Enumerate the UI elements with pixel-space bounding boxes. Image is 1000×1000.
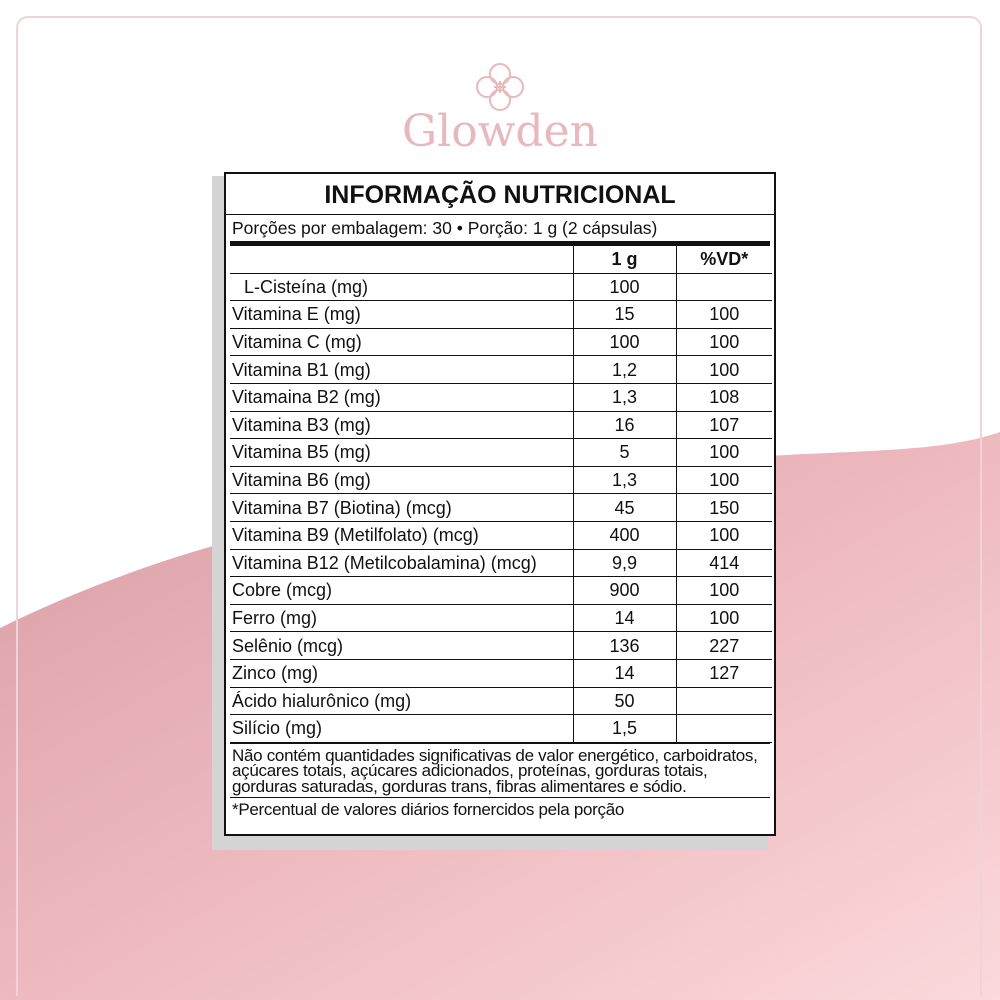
- nutrient-name-cell: Vitamina E (mg): [230, 301, 573, 329]
- nutrient-vd-cell: 108: [676, 383, 772, 411]
- disclaimer-note: [230, 743, 770, 799]
- nutrient-amount-cell: 14: [573, 659, 676, 687]
- nutrient-name-cell: Ácido hialurônico (mg): [230, 687, 573, 715]
- nutrient-amount-cell: 15: [573, 301, 676, 329]
- nutrient-amount-cell: 14: [573, 604, 676, 632]
- nutrient-name-cell: Vitamina B12 (Metilcobalamina) (mcg): [230, 549, 573, 577]
- table-row: [230, 659, 772, 687]
- nutrient-name-cell: Vitamaina B2 (mg): [230, 383, 573, 411]
- nutrient-name-cell: Cobre (mcg): [230, 577, 573, 605]
- table-row: [230, 632, 772, 660]
- nutrient-name-cell: Selênio (mcg): [230, 632, 573, 660]
- nutrient-vd-cell: 100: [676, 466, 772, 494]
- nutrient-amount-cell: 16: [573, 411, 676, 439]
- nutrient-vd-cell: 100: [676, 604, 772, 632]
- nutrient-amount-cell: 100: [573, 273, 676, 301]
- nutrient-name-cell: Vitamina B5 (mg): [230, 439, 573, 467]
- table-row: [230, 328, 772, 356]
- nutrient-amount-cell: 1,3: [573, 466, 676, 494]
- nutrient-vd-cell: 100: [676, 328, 772, 356]
- table-row: [230, 687, 772, 715]
- table-row: [230, 577, 772, 605]
- nutrient-amount-cell: 1,5: [573, 715, 676, 743]
- table-row: [230, 383, 772, 411]
- header-vd-cell: %VD*: [676, 246, 772, 273]
- nutrient-amount-cell: 5: [573, 439, 676, 467]
- nutrient-name-cell: Vitamina B3 (mg): [230, 411, 573, 439]
- nutrient-vd-cell: [676, 715, 772, 743]
- nutrient-amount-cell: 136: [573, 632, 676, 660]
- nutrient-vd-cell: 414: [676, 549, 772, 577]
- table-row: [230, 273, 772, 301]
- table-row: [230, 715, 772, 743]
- nutrient-vd-cell: 227: [676, 632, 772, 660]
- nutrient-name-cell: Zinco (mg): [230, 659, 573, 687]
- header-amount-cell: 1 g: [573, 246, 676, 273]
- nutrient-vd-cell: 100: [676, 356, 772, 384]
- nutrient-vd-cell: [676, 687, 772, 715]
- nutrient-amount-cell: 1,3: [573, 383, 676, 411]
- label-title: INFORMAÇÃO NUTRICIONAL: [226, 174, 774, 215]
- table-row: [230, 521, 772, 549]
- nutrient-vd-cell: 100: [676, 439, 772, 467]
- table-row: [230, 301, 772, 329]
- nutrient-name-cell: Vitamina B7 (Biotina) (mcg): [230, 494, 573, 522]
- table-row: [230, 411, 772, 439]
- nutrition-table: [230, 246, 772, 743]
- table-row: [230, 439, 772, 467]
- nutrient-name-cell: Vitamina C (mg): [230, 328, 573, 356]
- nutrient-amount-cell: 1,2: [573, 356, 676, 384]
- nutrient-name-cell: Ferro (mg): [230, 604, 573, 632]
- nutrient-name-cell: Vitamina B6 (mg): [230, 466, 573, 494]
- cross-flower-logo-icon: [472, 62, 528, 112]
- nutrient-amount-cell: 900: [573, 577, 676, 605]
- nutrient-vd-cell: [676, 273, 772, 301]
- footnote: *Percentual de valores diários fornercidos pela porção: [232, 800, 625, 820]
- brand-name: Glowden: [402, 106, 598, 157]
- nutrient-vd-cell: 100: [676, 577, 772, 605]
- nutrient-vd-cell: 100: [676, 301, 772, 329]
- table-row: [230, 494, 772, 522]
- nutrient-name-cell: Vitamina B1 (mg): [230, 356, 573, 384]
- table-row: [230, 356, 772, 384]
- nutrient-amount-cell: 50: [573, 687, 676, 715]
- nutrient-name-cell: Silício (mg): [230, 715, 573, 743]
- disclaimer-line: Não contém quantidades significativas de valor energético, carboidratos,: [232, 745, 758, 765]
- nutrient-vd-cell: 127: [676, 659, 772, 687]
- brand-logo: [390, 62, 610, 162]
- nutrient-name-cell: L-Cisteína (mg): [230, 273, 573, 301]
- nutrient-amount-cell: 45: [573, 494, 676, 522]
- disclaimer-line: açúcares totais, açúcares adicionados, proteínas, gorduras totais,: [232, 761, 708, 781]
- nutrient-vd-cell: 107: [676, 411, 772, 439]
- nutrient-name-cell: Vitamina B9 (Metilfolato) (mcg): [230, 521, 573, 549]
- disclaimer-line: gorduras saturadas, gorduras trans, fibras alimentares e sódio.: [232, 776, 687, 796]
- nutrient-amount-cell: 400: [573, 521, 676, 549]
- nutrient-amount-cell: 100: [573, 328, 676, 356]
- nutrition-facts-label: [224, 172, 776, 836]
- table-row: [230, 549, 772, 577]
- table-header-row: [230, 246, 772, 273]
- portions-info: Porções por embalagem: 30 • Porção: 1 g (2 cápsulas): [230, 215, 770, 246]
- nutrient-vd-cell: 100: [676, 521, 772, 549]
- nutrient-amount-cell: 9,9: [573, 549, 676, 577]
- header-name-cell: [230, 246, 573, 273]
- nutrient-vd-cell: 150: [676, 494, 772, 522]
- table-row: [230, 604, 772, 632]
- table-row: [230, 466, 772, 494]
